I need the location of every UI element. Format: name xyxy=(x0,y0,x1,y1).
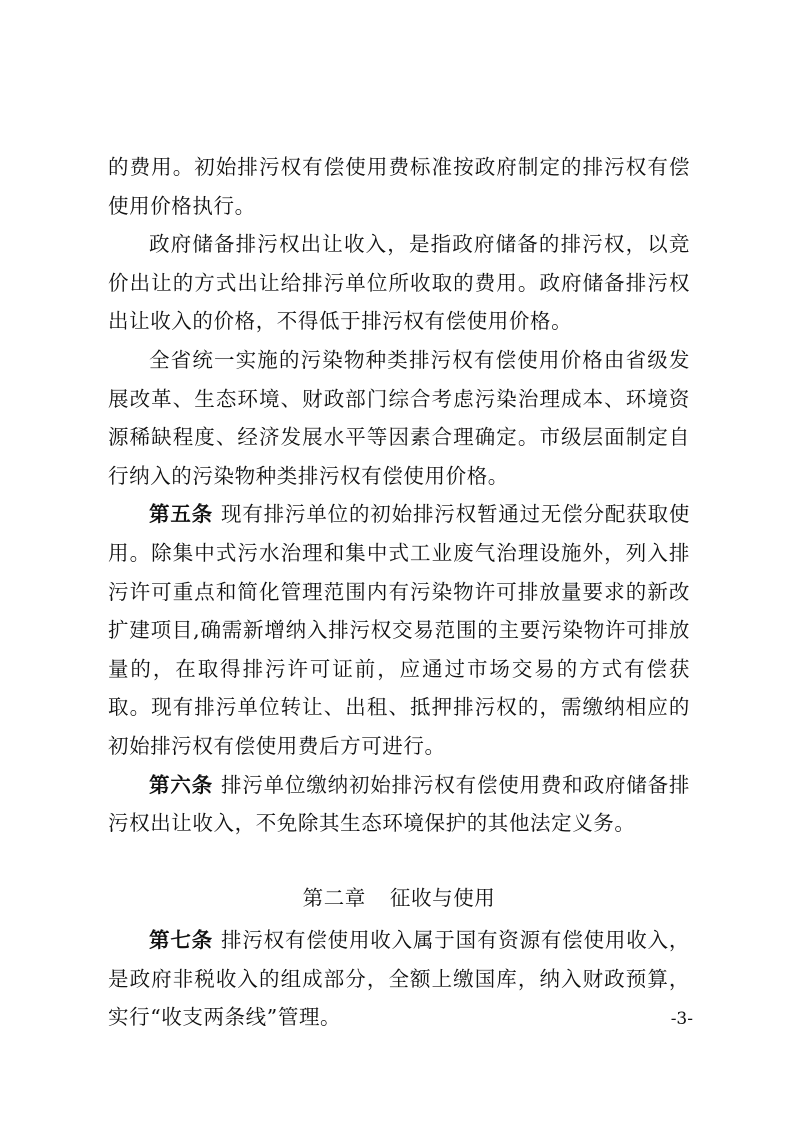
paragraph-reserve-income xyxy=(108,225,690,341)
chapter-title: 征收与使用 xyxy=(389,885,496,910)
paragraph-text: 全省统一实施的污染物种类排污权有偿使用价格由省级发展改革、生态环境、财政部门综合考虑污染治理成本、环境资源稀缺程度、经济发展水平等因素合理确定。市级层面制定自行纳入的污染物种类排污权有偿使用价格。 xyxy=(108,347,690,488)
page-number: -3- xyxy=(670,1009,693,1029)
article-5-label: 第五条 xyxy=(149,502,213,527)
article-6 xyxy=(108,766,690,843)
article-7-label: 第七条 xyxy=(149,928,213,953)
article-6-label: 第六条 xyxy=(149,772,213,797)
paragraph-text: 政府储备排污权出让收入，是指政府储备的排污权，以竞价出让的方式出让给排污单位所收取的费用。政府储备排污权出让收入的价格，不得低于排污权有偿使用价格。 xyxy=(108,232,690,334)
article-5 xyxy=(108,495,690,765)
article-5-text: 现有排污单位的初始排污权暂通过无偿分配获取使用。除集中式污水治理和集中式工业废气治理设施外，列入排污许可重点和简化管理范围内有污染物许可排放量要求的新改扩建项目,确需新增纳入排污权交易范围的主要污染物许可排放量的，在取得排污许可证前，应通过市场交易的方式有偿获取。现有排污单位转让、出租、抵押排污权的，需缴纳相应的初始排污权有偿使用费后方可进行。 xyxy=(108,502,690,758)
article-7 xyxy=(108,921,690,1037)
paragraph-text: 的费用。初始排污权有偿使用费标准按政府制定的排污权有偿使用价格执行。 xyxy=(108,155,690,218)
chapter-heading xyxy=(108,843,690,922)
document-body xyxy=(108,148,690,1037)
chapter-number: 第二章 xyxy=(302,885,366,910)
paragraph-continuation xyxy=(108,148,690,225)
article-7-text: 排污权有偿使用收入属于国有资源有偿使用收入，是政府非税收入的组成部分，全额上缴国库，纳入财政预算，实行“收支两条线”管理。 xyxy=(108,928,690,1030)
article-6-text: 排污单位缴纳初始排污权有偿使用费和政府储备排污权出让收入，不免除其生态环境保护的其他法定义务。 xyxy=(108,772,690,836)
paragraph-pricing xyxy=(108,341,690,495)
